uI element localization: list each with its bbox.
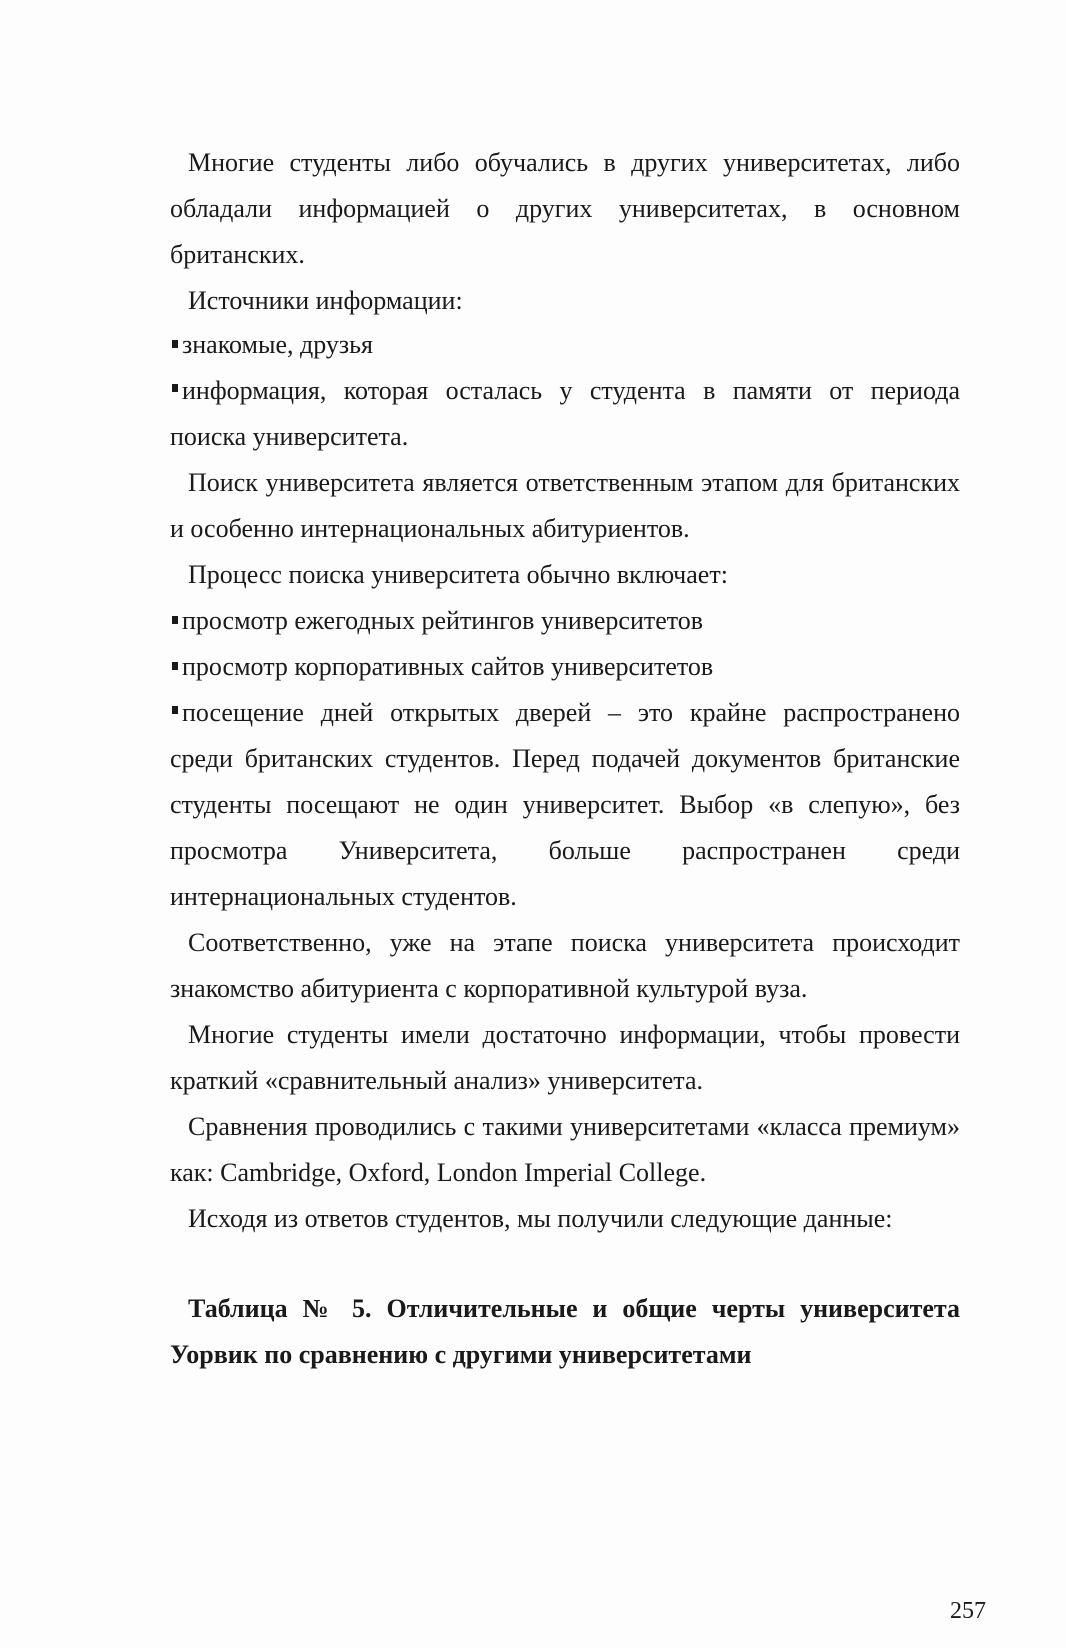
table-caption-line: Уорвик по сравнению с другими университетами bbox=[170, 1340, 752, 1369]
paragraph-line: британских. bbox=[170, 240, 305, 269]
paragraph-line: студенты посещают не один университет. Выбор «в слепую», без bbox=[170, 790, 960, 819]
paragraph-line: знакомство абитуриента с корпоративной культурой вуза. bbox=[170, 974, 808, 1003]
paragraph-line: среди британских студентов. Перед подачей документов британские bbox=[170, 744, 960, 773]
paragraph-line: поиска университета. bbox=[170, 422, 409, 451]
bullet-icon bbox=[172, 340, 178, 348]
bullet-item: информация, которая осталась у студента в памяти от периода bbox=[172, 374, 960, 408]
bullet-item: просмотр ежегодных рейтингов университетов bbox=[172, 604, 960, 638]
table-caption-line: Таблица № 5. Отличительные и общие черты университета bbox=[188, 1294, 960, 1323]
bullet-icon bbox=[172, 706, 178, 714]
paragraph-line: Соответственно, уже на этапе поиска университета происходит bbox=[188, 928, 960, 957]
bullet-icon bbox=[172, 662, 178, 670]
bullet-item: просмотр корпоративных сайтов университетов bbox=[172, 650, 960, 684]
bullet-item: посещение дней открытых дверей – это крайне распространено bbox=[172, 696, 960, 730]
paragraph-line: Многие студенты имели достаточно информации, чтобы провести bbox=[188, 1020, 960, 1049]
paragraph-line: Многие студенты либо обучались в других университетах, либо bbox=[188, 148, 960, 177]
paragraph-line: обладали информацией о других университетах, в основном bbox=[170, 194, 960, 223]
paragraph-line: Сравнения проводились с такими университетами «класса премиум» bbox=[188, 1112, 960, 1141]
paragraph-line: и особенно интернациональных абитуриентов. bbox=[170, 514, 690, 543]
page-number: 257 bbox=[950, 1598, 986, 1624]
paragraph-line: Исходя из ответов студентов, мы получили следующие данные: bbox=[188, 1204, 893, 1233]
paragraph-line: интернациональных студентов. bbox=[170, 882, 517, 911]
bullet-icon bbox=[172, 616, 178, 624]
paragraph-line: Поиск университета является ответственным этапом для британских bbox=[188, 468, 960, 497]
paragraph-line: Источники информации: bbox=[188, 286, 463, 315]
paragraph-line: просмотра Университета, больше распространен среди bbox=[170, 836, 960, 865]
paragraph-line: как: Cambridge, Oxford, London Imperial College. bbox=[170, 1158, 707, 1187]
paragraph-line: краткий «сравнительный анализ» университета. bbox=[170, 1066, 703, 1095]
bullet-item: знакомые, друзья bbox=[172, 328, 960, 362]
bullet-icon bbox=[172, 384, 178, 392]
paragraph-line: Процесс поиска университета обычно включает: bbox=[188, 560, 728, 589]
